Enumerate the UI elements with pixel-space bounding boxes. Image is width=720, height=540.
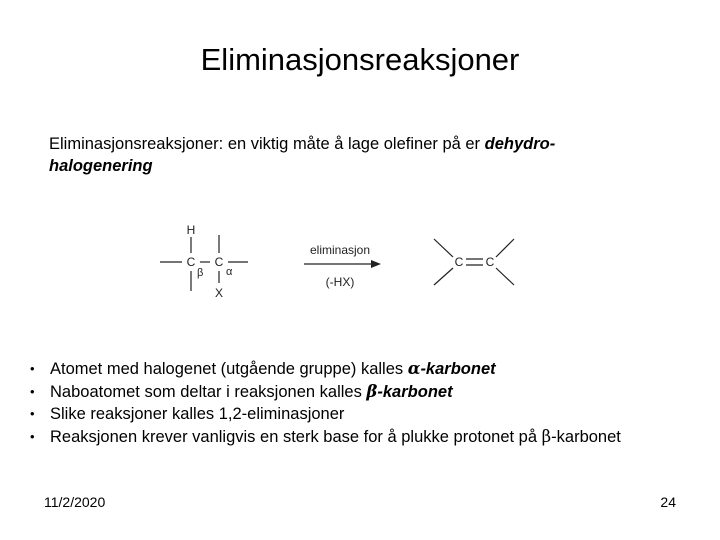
bullet-text: Naboatomet som deltar i reaksjonen kalles bbox=[50, 382, 367, 401]
intro-plain: Eliminasjonsreaksjoner: en viktig måte å lage olefiner på er bbox=[49, 135, 485, 153]
bullet-item bbox=[28, 381, 698, 404]
product-structure bbox=[434, 239, 514, 285]
arrow-label-top: eliminasjon bbox=[309, 243, 371, 257]
product-c1: C bbox=[454, 255, 464, 269]
bullet-emphasis: -karbonet bbox=[420, 360, 496, 378]
elimination-scheme bbox=[150, 215, 530, 305]
bullet-dot: • bbox=[30, 428, 35, 444]
bond-lr bbox=[496, 268, 514, 285]
arrow-label-bottom: (-HX) bbox=[325, 275, 355, 289]
bullet-dot: • bbox=[30, 361, 35, 376]
bullet-emphasis: -karbonet bbox=[377, 382, 453, 401]
bullet-dot: • bbox=[30, 406, 35, 421]
atom-h: H bbox=[186, 223, 196, 237]
alpha-label: α bbox=[226, 266, 233, 278]
bullet-list bbox=[28, 358, 698, 448]
beta-symbol: β bbox=[541, 426, 552, 446]
bond-ur bbox=[496, 239, 514, 257]
atom-c-beta: C bbox=[186, 255, 196, 269]
reaction-arrow bbox=[304, 260, 381, 268]
bullet-item bbox=[28, 403, 698, 426]
bullet-item bbox=[28, 358, 698, 381]
bullet-suffix: -karbonet bbox=[551, 427, 621, 446]
bullet-dot: • bbox=[30, 383, 35, 399]
atom-c-alpha: C bbox=[214, 255, 224, 269]
reactant-structure bbox=[160, 235, 248, 291]
intro-text bbox=[49, 133, 649, 177]
beta-symbol: β bbox=[366, 381, 378, 401]
bond-ll bbox=[434, 268, 453, 285]
page-number: 24 bbox=[660, 494, 676, 510]
atom-x: X bbox=[214, 286, 224, 300]
bullet-text: Atomet med halogenet (utgående gruppe) kalles bbox=[50, 360, 408, 378]
product-c2: C bbox=[485, 255, 495, 269]
bond-ul bbox=[434, 239, 453, 257]
bullet-item bbox=[28, 426, 698, 449]
slide-title: Eliminasjonsreaksjoner bbox=[200, 42, 520, 77]
alpha-symbol: α bbox=[407, 359, 421, 378]
bullet-text: Slike reaksjoner kalles 1,2-eliminasjoner bbox=[50, 405, 345, 423]
footer-date: 11/2/2020 bbox=[44, 494, 106, 510]
intro-emphasis: dehydro-halogenering bbox=[49, 135, 556, 175]
bullet-text: Reaksjonen krever vanligvis en sterk base for å plukke protonet på bbox=[50, 427, 542, 446]
beta-label: β bbox=[197, 267, 204, 279]
